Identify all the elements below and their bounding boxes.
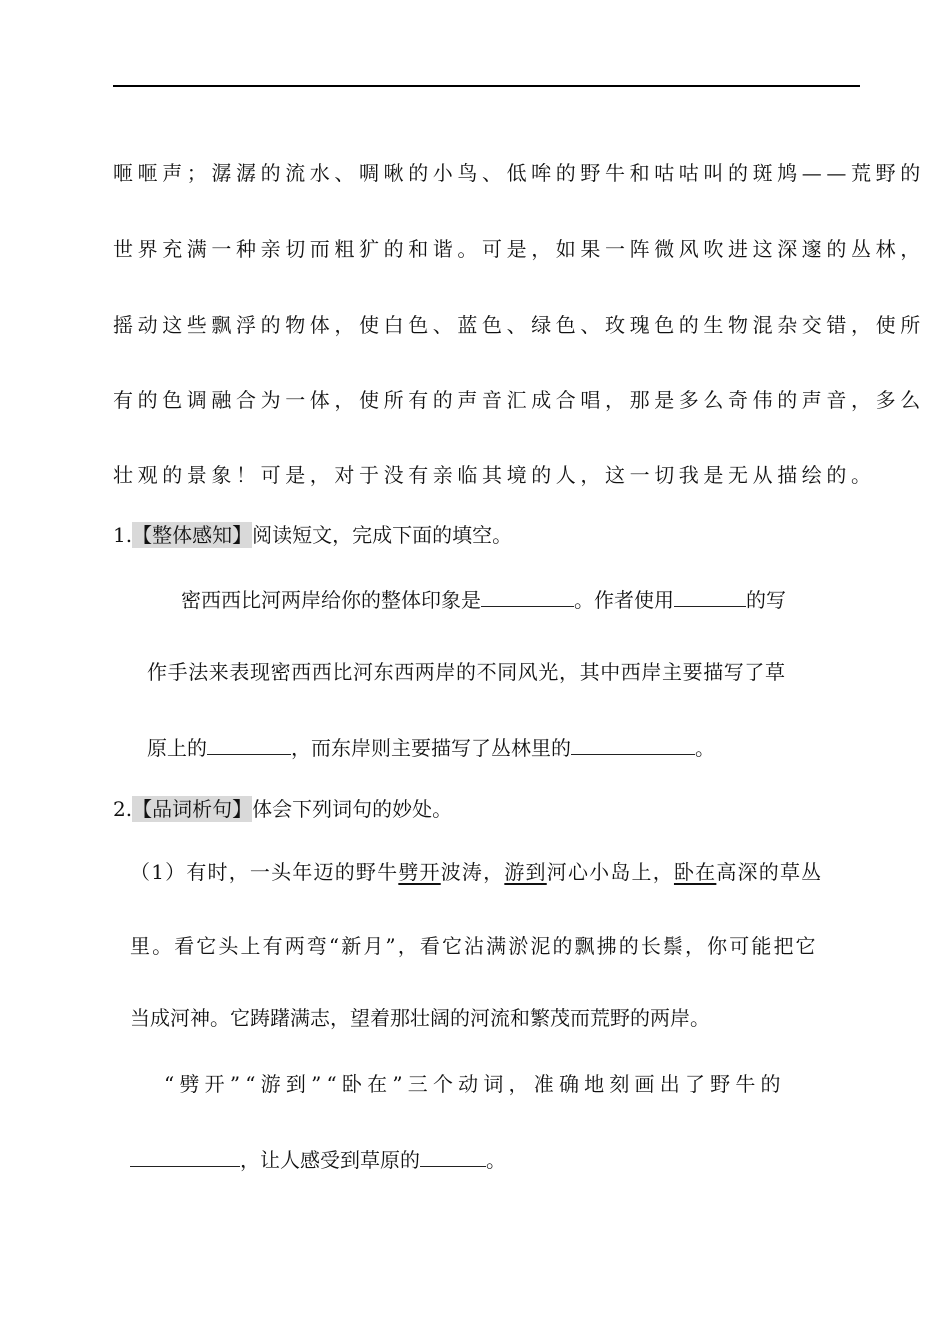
q2-sentence-2: 里。看它头上有两弯“新月”，看它沾满淤泥的飘拂的长鬃，你可能把它 [130, 934, 818, 958]
q2-word-2: 游到 [504, 860, 547, 884]
q1-heading [113, 523, 512, 547]
q1-line-2: 作手法来表现密西西比河东西两岸的不同风光，其中西岸主要描写了草 [147, 660, 786, 684]
q2-answer-line-1: “劈开”“游到”“卧在”三个动词，准确地刻画出了野牛的 [164, 1072, 786, 1096]
q2-text-f: 。 [486, 1148, 506, 1172]
q2-word-1: 劈开 [398, 860, 441, 884]
q1-text-b: 。作者使用 [574, 588, 674, 612]
passage-line-3: 摇动这些飘浮的物体，使白色、蓝色、绿色、玫瑰色的生物混杂交错，使所 [113, 313, 925, 337]
header-rule [113, 85, 860, 87]
passage-line-5: 壮观的景象！可是，对于没有亲临其境的人，这一切我是无从描绘的。 [113, 463, 876, 487]
q2-blank-image[interactable] [130, 1148, 240, 1167]
q1-blank-impression[interactable] [481, 588, 574, 607]
passage-line-1: 咂咂声；潺潺的流水、啁啾的小鸟、低哞的野牛和咕咕叫的斑鸠——荒野的 [113, 161, 925, 185]
q2-text-d: 高深的草丛 [716, 860, 823, 884]
q1-text-c: 的写 [746, 588, 786, 612]
q2-answer-line-2 [130, 1148, 506, 1172]
q2-word-3: 卧在 [673, 860, 717, 884]
q2-tag: 【品词析句】 [132, 797, 253, 821]
q1-blank-technique[interactable] [674, 588, 746, 607]
q2-number: 2. [113, 797, 133, 821]
passage-line-2: 世界充满一种亲切而粗犷的和谐。可是，如果一阵微风吹进这深邃的丛林， [113, 237, 925, 261]
q1-text-f: 。 [695, 736, 715, 760]
q2-text-c: 河心小岛上， [546, 860, 674, 884]
q2-text-b: 波涛， [440, 860, 505, 884]
q1-text-d: 原上的 [147, 736, 207, 760]
passage-line-4: 有的色调融合为一体，使所有的声音汇成合唱，那是多么奇伟的声音，多么 [113, 388, 925, 412]
q1-blank-east[interactable] [571, 736, 695, 755]
q2-text-a: （1）有时，一头年迈的野牛 [130, 860, 399, 884]
q2-blank-prairie[interactable] [420, 1148, 486, 1167]
q1-number: 1. [113, 523, 133, 547]
q2-heading [113, 797, 452, 821]
q1-tag: 【整体感知】 [132, 523, 253, 547]
q1-line-3 [147, 736, 715, 760]
q1-line-1 [181, 588, 786, 612]
q2-sentence-1 [130, 860, 822, 884]
q2-text-e: ，让人感受到草原的 [240, 1148, 420, 1172]
q1-text-a: 密西西比河两岸给你的整体印象是 [181, 588, 481, 612]
q2-sentence-3: 当成河神。它踌躇满志，望着那壮阔的河流和繁茂而荒野的两岸。 [130, 1006, 710, 1030]
q1-text-e: ，而东岸则主要描写了丛林里的 [291, 736, 571, 760]
q1-prompt: 阅读短文，完成下面的填空。 [252, 523, 513, 547]
q1-blank-west[interactable] [207, 736, 291, 755]
q2-prompt: 体会下列词句的妙处。 [252, 797, 453, 821]
